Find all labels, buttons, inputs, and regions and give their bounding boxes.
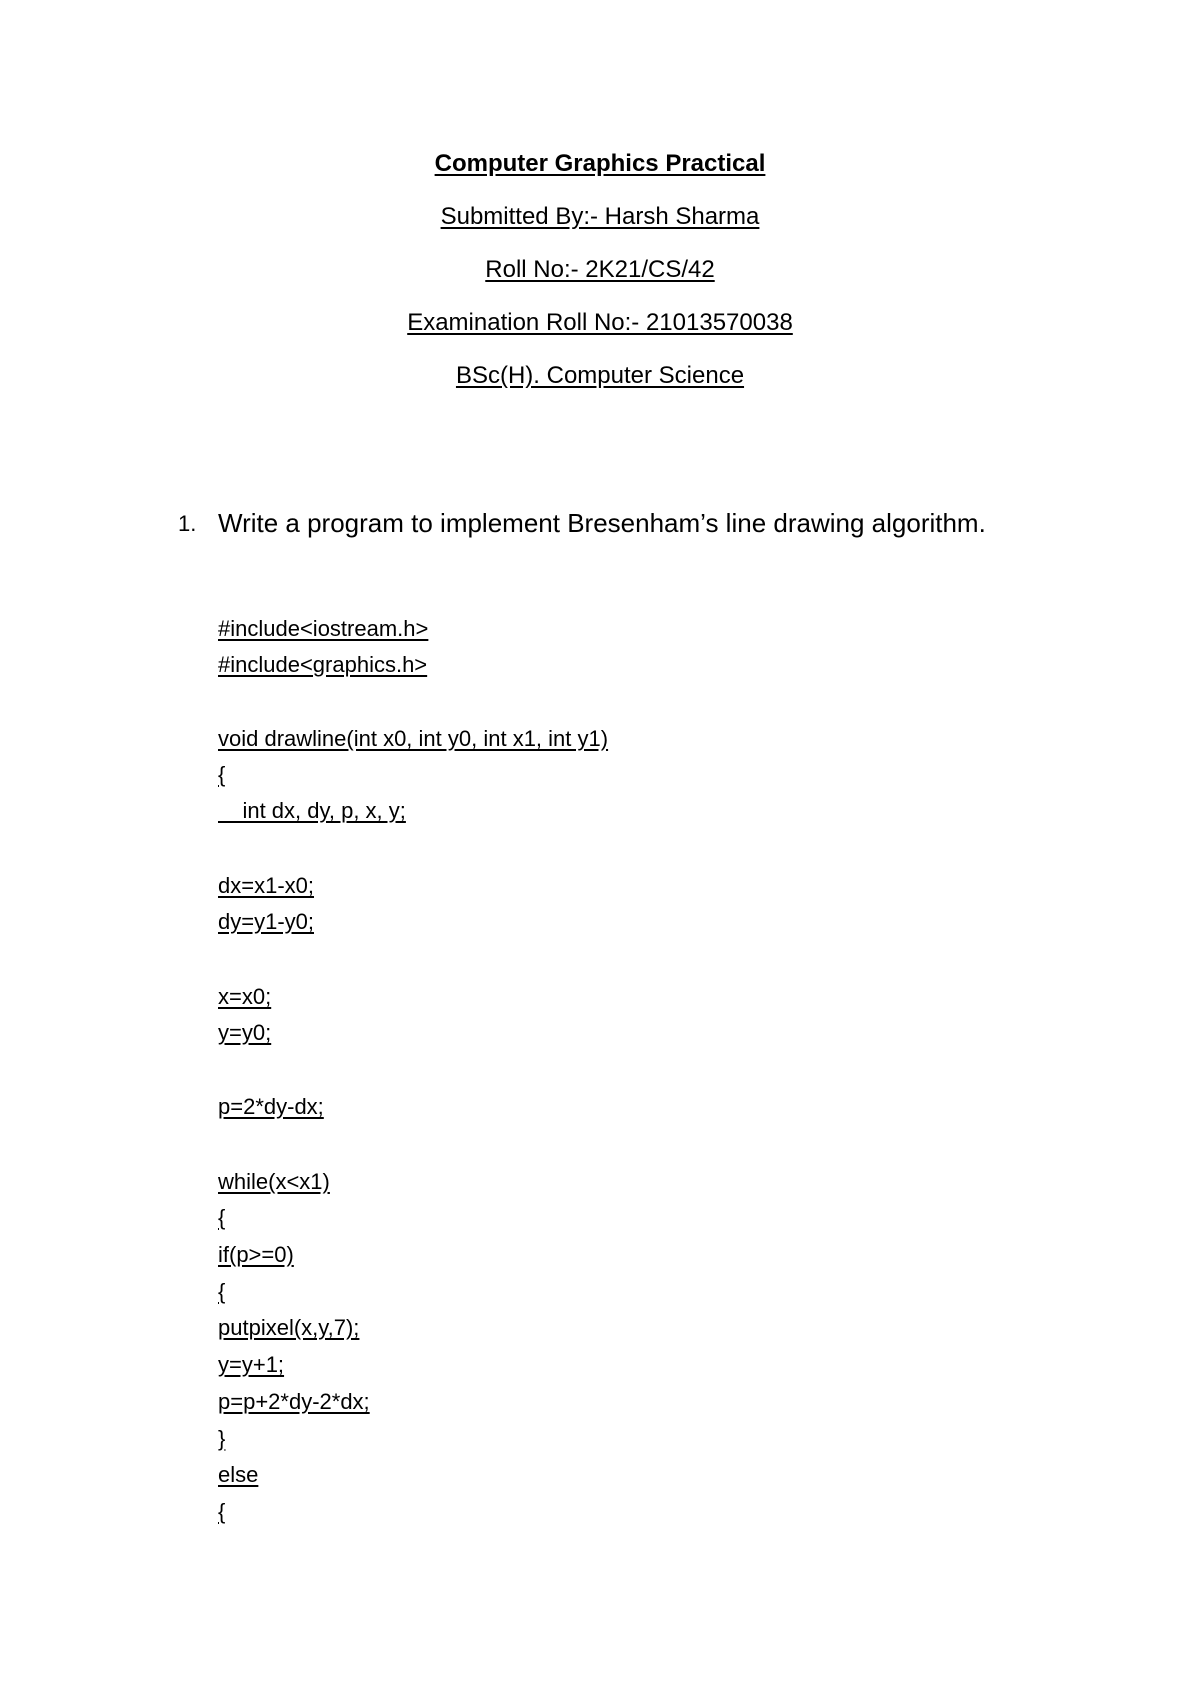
code-line: x=x0; (218, 984, 272, 1009)
course-name: BSc(H). Computer Science (455, 362, 745, 389)
code-line: dy=y1-y0; (218, 909, 314, 934)
code-line: void drawline(int x0, int y0, int x1, int y1) (218, 726, 609, 751)
question-text: Write a program to implement Bresenham’s line drawing algorithm. (218, 508, 986, 538)
code-line: else (218, 1462, 259, 1487)
code-line: if(p>=0) (218, 1242, 294, 1267)
code-line: p=p+2*dy-2*dx; (218, 1389, 370, 1414)
document-title: Computer Graphics Practical (434, 150, 766, 177)
code-line: dx=x1-x0; (218, 873, 314, 898)
code-line: #include<graphics.h> (218, 652, 428, 677)
code-line: y=y0; (218, 1020, 272, 1045)
code-line: putpixel(x,y,7); (218, 1315, 360, 1340)
code-line: y=y+1; (218, 1352, 285, 1377)
code-line: { (218, 1499, 226, 1524)
code-line: int dx, dy, p, x, y; (218, 798, 406, 823)
submitted-by: Submitted By:- Harsh Sharma (440, 203, 760, 230)
code-line: #include<iostream.h> (218, 616, 429, 641)
roll-number: Roll No:- 2K21/CS/42 (485, 256, 715, 283)
question-item (178, 508, 986, 539)
code-line: p=2*dy-dx; (218, 1094, 324, 1119)
code-line: { (218, 762, 226, 787)
code-line: while(x<x1) (218, 1169, 330, 1194)
examination-roll-number: Examination Roll No:- 21013570038 (407, 309, 793, 336)
code-line: } (218, 1426, 226, 1451)
code-line: { (218, 1279, 226, 1304)
question-number: 1. (178, 511, 197, 536)
code-line: { (218, 1205, 226, 1230)
